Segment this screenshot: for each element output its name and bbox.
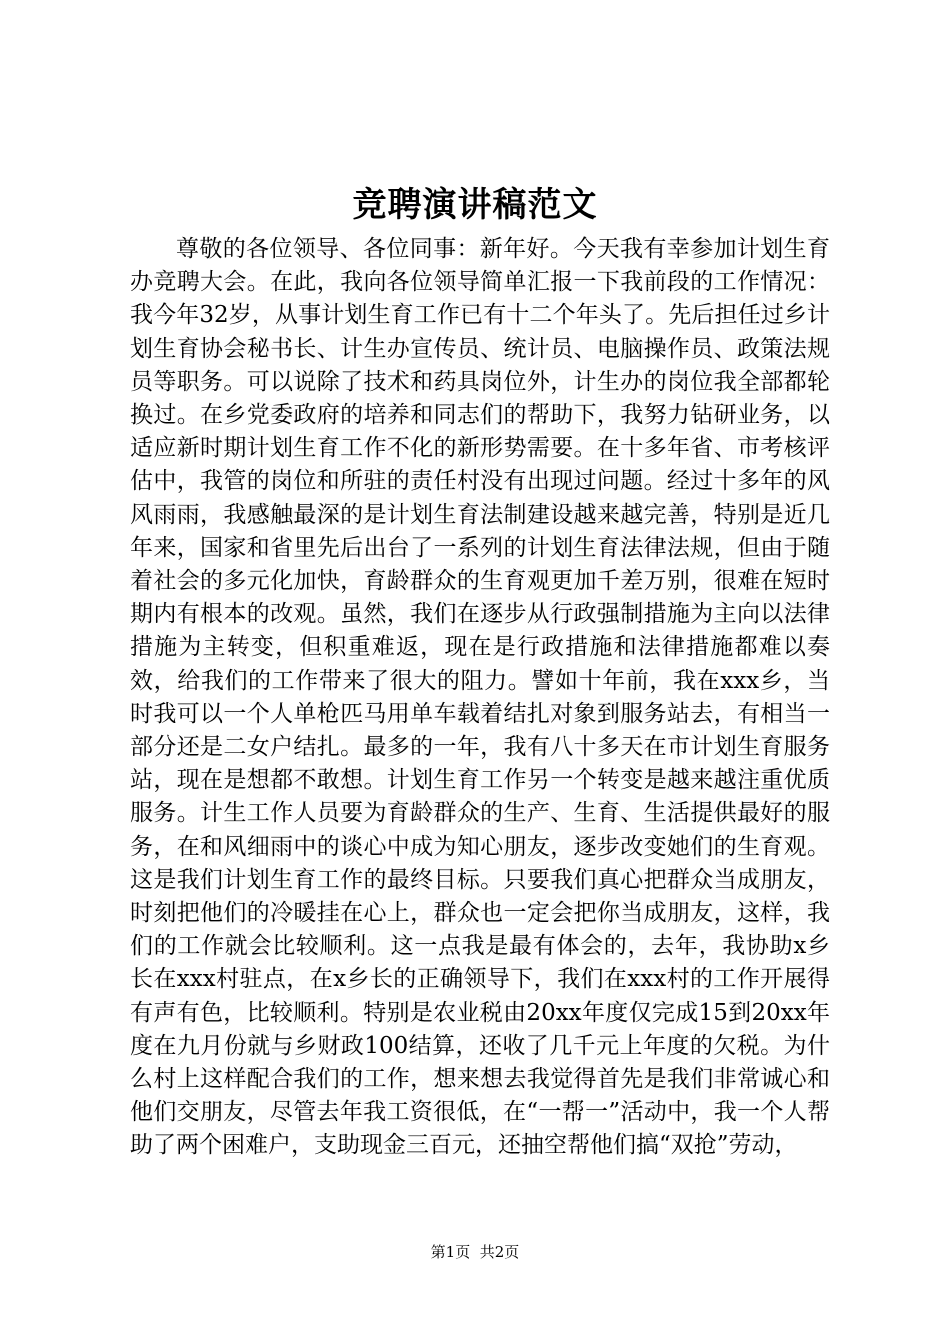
page-number: 第1页 bbox=[430, 1243, 471, 1261]
document-body: 尊敬的各位领导、各位同事：新年好。今天我有幸参加计划生育办竞聘大会。在此，我向各位领导简单汇报一下我前段的工作情况：我今年32岁，从事计划生育工作已有十二个年头了。先后担任过乡计划生育协会秘书长、计生办宣传员、统计员、电脑操作员、政策法规员等职务。可以说除了技术和药具岗位外，计生办的岗位我全部都轮换过。在乡党委政府的培养和同志们的帮助下，我努力钻研业务，以适应新时期计划生育工作不化的新形势需要。在十多年省、市考核评估中，我管的岗位和所驻的责任村没有出现过问题。经过十多年的风风雨雨，我感触最深的是计划生育法制建设越来越完善，特别是近几年来，国家和省里先后出台了一系列的计划生育法律法规，但由于随着社会的多元化加快，育龄群众的生育观更加千差万别，很难在短时期内有根本的改观。虽然，我们在逐步从行政强制措施为主向以法律措施为主转变，但积重难返，现在是行政措施和法律措施都难以奏效，给我们的工作带来了很大的阻力。譬如十年前，我在xxx乡，当时我可以一个人单枪匹马用单车载着结扎对象到服务站去，有相当一部分还是二女户结扎。最多的一年，我有八十多天在市计划生育服务站，现在是想都不敢想。计划生育工作另一个转变是越来越注重优质服务。计生工作人员要为育龄群众的生产、生育、生活提供最好的服务，在和风细雨中的谈心中成为知心朋友，逐步改变她们的生育观。这是我们计划生育工作的最终目标。只要我们真心把群众当成朋友，时刻把他们的冷暖挂在心上，群众也一定会把你当成朋友，这样，我们的工作就会比较顺利。这一点我是最有体会的，去年，我协助x乡长在xxx村驻点，在x乡长的正确领导下，我们在xxx村的工作开展得有声有色，比较顺利。特别是农业税由20xx年度仅完成15到20xx年度在九月份就与乡财政100结算，还收了几千元上年度的欠税。为什么村上这样配合我们的工作，想来想去我觉得首先是我们非常诚心和他们交朋友，尽管去年我工资很低，在“一帮一”活动中，我一个人帮助了两个困难户，支助现金三百元，还抽空帮他们搞“双抢”劳动， bbox=[130, 236, 830, 1159]
page-footer bbox=[0, 1242, 950, 1262]
document-title: 竞聘演讲稿范文 bbox=[352, 185, 598, 225]
page-total: 共2页 bbox=[479, 1243, 520, 1261]
